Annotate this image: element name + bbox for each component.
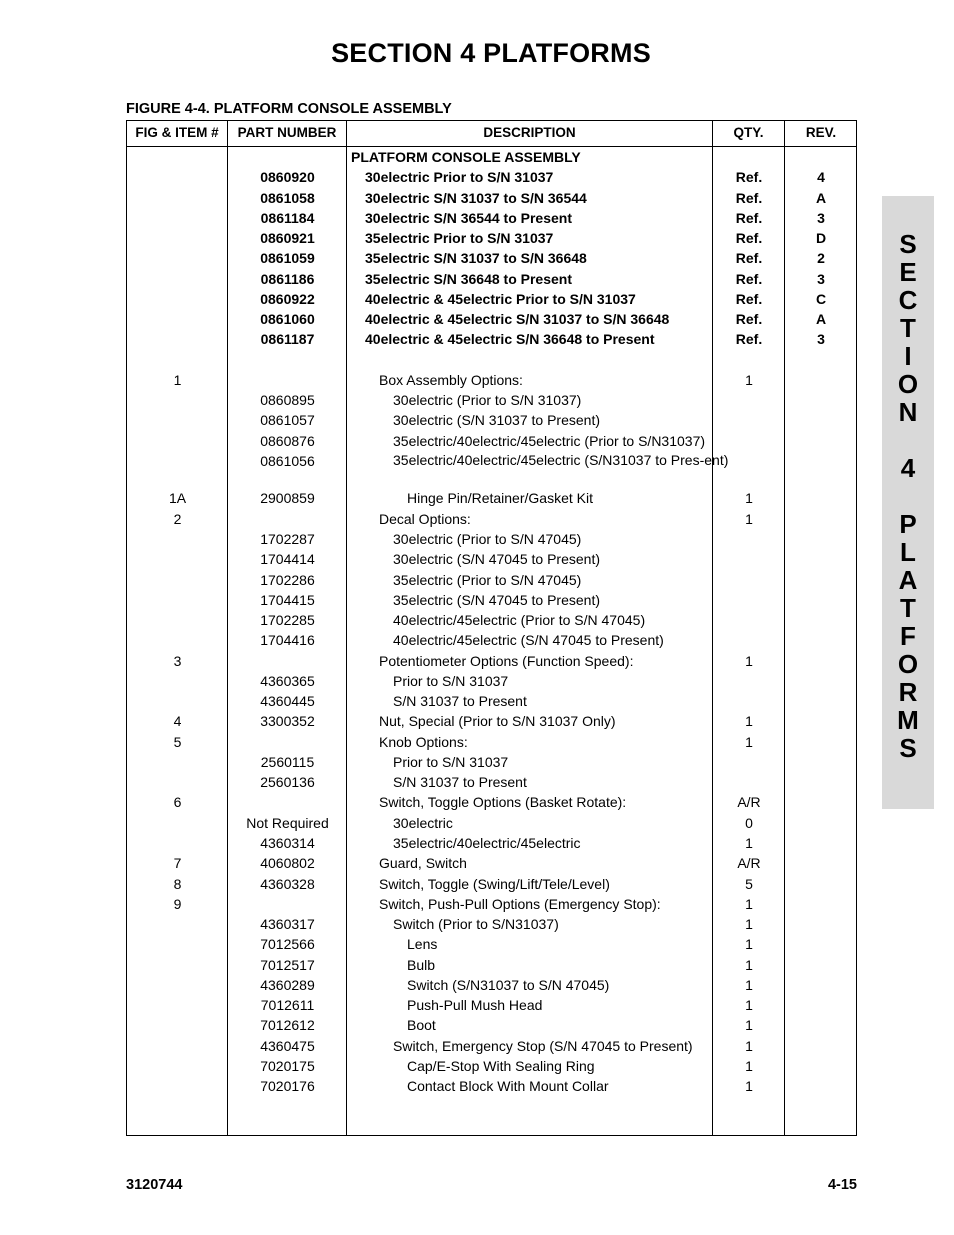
table-row [127, 833, 856, 853]
part-number-cell: 1704414 [260, 551, 315, 568]
table-row [127, 431, 856, 451]
description-cell: Prior to S/N 31037 [393, 672, 509, 689]
table-row [127, 813, 856, 833]
qty-cell: 1 [745, 835, 753, 851]
section-tab-letter: O [897, 369, 919, 399]
qty-cell: Ref. [735, 311, 763, 328]
table-row [127, 1015, 856, 1035]
description-cell: Box Assembly Options: [379, 371, 523, 388]
part-number-cell: 4360445 [260, 693, 315, 710]
rev-cell: C [815, 290, 827, 307]
part-number-cell: 7012517 [260, 956, 315, 973]
description-cell: 35electric (S/N 47045 to Present) [393, 591, 600, 608]
part-number-cell: 1702285 [260, 612, 315, 629]
section-tab-letter: P [899, 509, 917, 539]
fig-item-cell: 1A [168, 490, 187, 507]
header-fig: FIG & ITEM # [135, 125, 219, 140]
section-tab-letter: N [898, 397, 918, 427]
qty-cell: A/R [737, 794, 761, 811]
description-cell: Nut, Special (Prior to S/N 31037 Only) [379, 713, 616, 730]
part-number-cell: 0860920 [260, 169, 315, 186]
description-cell: Boot [407, 1017, 436, 1034]
fig-item-cell: 9 [173, 895, 182, 912]
qty-cell: Ref. [735, 290, 763, 307]
description-cell: Switch, Emergency Stop (S/N 47045 to Present) [393, 1037, 693, 1054]
part-number-cell: 7012612 [260, 1017, 315, 1034]
part-number-cell: Not Required [246, 814, 329, 831]
part-number-cell: 0861057 [260, 412, 315, 429]
description-cell: Lens [407, 936, 438, 953]
part-number-cell: 0861056 [260, 452, 315, 469]
description-cell: PLATFORM CONSOLE ASSEMBLY [351, 149, 581, 165]
section-tab-letter: O [897, 649, 919, 679]
rev-cell: A [815, 311, 827, 328]
table-row [127, 975, 856, 995]
part-number-cell: 0860895 [260, 392, 315, 409]
table-row [127, 691, 856, 711]
description-cell: 40electric & 45electric S/N 31037 to S/N 36648 [365, 311, 670, 328]
table-row [127, 874, 856, 894]
description-cell: 30electric Prior to S/N 31037 [365, 169, 554, 186]
description-cell: Guard, Switch [379, 855, 467, 872]
header-part-number: PART NUMBER [237, 125, 337, 140]
qty-cell: 1 [745, 1057, 753, 1074]
section-tab-letter: S [899, 229, 917, 259]
description-cell: 30electric (S/N 31037 to Present) [393, 412, 600, 429]
page-number: 4-15 [827, 1177, 857, 1193]
table-row [127, 570, 856, 590]
qty-cell: 5 [745, 875, 753, 892]
table-row [127, 853, 856, 873]
fig-item-cell: 1 [173, 371, 182, 388]
rev-cell: A [815, 189, 827, 206]
part-number-cell: 0861058 [260, 189, 315, 206]
table-row [127, 509, 856, 529]
table-row [127, 792, 856, 812]
table-row [127, 529, 856, 549]
description-cell: Switch (S/N31037 to S/N 47045) [407, 976, 610, 993]
description-cell: 30electric S/N 36544 to Present [365, 209, 573, 226]
table-row [127, 934, 856, 954]
description-cell: 35electric/40electric/45electric [393, 835, 581, 851]
description-cell: S/N 31037 to Present [393, 774, 527, 791]
part-number-cell: 7020176 [260, 1078, 315, 1095]
header-qty: QTY. [733, 125, 764, 140]
description-cell: Switch, Toggle (Swing/Lift/Tele/Level) [379, 875, 610, 892]
table-row [127, 610, 856, 630]
description-cell: Hinge Pin/Retainer/Gasket Kit [407, 490, 593, 507]
section-title: SECTION 4 PLATFORMS [331, 38, 651, 68]
table-row [127, 228, 856, 248]
table-body [127, 147, 856, 1096]
description-cell: Bulb [407, 956, 436, 973]
part-number-cell: 1704416 [260, 632, 315, 649]
rev-cell: 2 [817, 250, 825, 267]
description-cell: 35electric/40electric/45electric (S/N31037 to Pres-ent) [393, 451, 729, 468]
description-cell: 40electric & 45electric S/N 36648 to Present [365, 331, 655, 348]
document-number: 3120744 [126, 1177, 183, 1193]
part-number-cell: 4360328 [260, 875, 315, 892]
part-number-cell: 2560136 [260, 774, 315, 791]
qty-cell: 1 [745, 976, 753, 993]
part-number-cell: 3300352 [260, 713, 315, 730]
part-number-cell: 0861187 [260, 331, 315, 348]
part-number-cell: 4360317 [260, 916, 315, 933]
part-number-cell: 4360314 [260, 835, 315, 851]
section-tab-letter: 4 [900, 453, 916, 483]
part-number-cell: 7012566 [260, 936, 315, 953]
table-row [127, 269, 856, 289]
table-row [127, 329, 856, 349]
qty-cell: 1 [745, 713, 753, 730]
rev-cell: 4 [817, 169, 825, 186]
part-number-cell: 0861184 [260, 209, 315, 226]
fig-item-cell: 2 [173, 510, 182, 527]
qty-cell: Ref. [735, 230, 763, 247]
table-row [127, 188, 856, 208]
table-row [127, 752, 856, 772]
qty-cell: Ref. [735, 169, 763, 186]
section-tab-letter: S [899, 733, 917, 763]
description-cell: 30electric [393, 814, 453, 831]
section-tab-letter: L [900, 537, 916, 567]
description-cell: 35electric S/N 36648 to Present [365, 270, 573, 287]
fig-item-cell: 7 [173, 855, 182, 872]
qty-cell: 0 [745, 814, 753, 831]
description-cell: 40electric & 45electric Prior to S/N 31037 [365, 290, 636, 307]
section-tab-letter: C [898, 285, 918, 315]
description-cell: 30electric (Prior to S/N 31037) [393, 392, 582, 409]
qty-cell: 1 [745, 1037, 753, 1054]
section-tab-letter: R [898, 677, 918, 707]
description-cell: Potentiometer Options (Function Speed): [379, 652, 634, 669]
part-number-cell: 4360365 [260, 672, 315, 689]
qty-cell: 1 [745, 490, 753, 507]
description-cell: 35electric/40electric/45electric (Prior to S/N31037) [393, 432, 706, 449]
rev-cell: 3 [817, 270, 825, 287]
part-number-cell: 0861059 [260, 250, 315, 267]
table-row [127, 488, 856, 508]
table-row [127, 651, 856, 671]
description-cell: 35electric S/N 31037 to S/N 36648 [365, 250, 587, 267]
description-cell: 30electric (S/N 47045 to Present) [393, 551, 600, 568]
table-row [127, 248, 856, 268]
section-tab-letter: I [904, 341, 912, 371]
fig-item-cell: 8 [173, 875, 182, 892]
rev-cell: 3 [817, 331, 825, 348]
section-tab-letter: E [899, 257, 917, 287]
fig-item-cell: 6 [173, 794, 182, 811]
table-row [127, 147, 856, 167]
part-number-cell: 2900859 [260, 490, 315, 507]
qty-cell: 1 [745, 916, 753, 933]
part-number-cell: 0860876 [260, 432, 315, 449]
section-tab-label [882, 230, 934, 762]
section-tab-letter: M [897, 705, 919, 735]
table-row [127, 309, 856, 329]
description-cell: 40electric/45electric (Prior to S/N 47045) [393, 612, 646, 629]
part-number-cell: 7020175 [260, 1057, 315, 1074]
table-row [127, 208, 856, 228]
fig-item-cell: 5 [173, 733, 182, 750]
table-row [127, 711, 856, 731]
figure-title: FIGURE 4-4. PLATFORM CONSOLE ASSEMBLY [126, 101, 452, 117]
qty-cell: Ref. [735, 331, 763, 348]
qty-cell: 1 [745, 997, 753, 1014]
qty-cell: 1 [745, 895, 753, 912]
qty-cell: 1 [745, 652, 753, 669]
qty-cell: 1 [745, 371, 753, 388]
part-number-cell: 1702286 [260, 571, 315, 588]
table-row [127, 671, 856, 691]
table-row [127, 1056, 856, 1076]
description-cell: Contact Block With Mount Collar [407, 1078, 609, 1095]
table-row [127, 451, 856, 489]
part-number-cell: 0861186 [260, 270, 315, 287]
part-number-cell: 4360475 [260, 1037, 315, 1054]
qty-cell: 1 [745, 1078, 753, 1095]
part-number-cell: 2560115 [260, 753, 315, 770]
part-number-cell: 0860922 [260, 290, 315, 307]
table-row [127, 549, 856, 569]
qty-cell: Ref. [735, 209, 763, 226]
table-row [127, 390, 856, 410]
description-cell: 30electric (Prior to S/N 47045) [393, 531, 582, 548]
section-tab-letter: A [898, 565, 918, 595]
part-number-cell: 0860921 [260, 230, 315, 247]
description-cell: Switch, Push-Pull Options (Emergency Stop): [379, 895, 661, 912]
section-tab-letter: T [900, 313, 916, 343]
table-row [127, 289, 856, 309]
fig-item-cell: 4 [173, 713, 182, 730]
section-tab-letter: T [900, 593, 916, 623]
table-row [127, 1036, 856, 1056]
rev-cell: 3 [817, 209, 825, 226]
description-cell: Prior to S/N 31037 [393, 753, 509, 770]
qty-cell: 1 [745, 733, 753, 750]
table-row [127, 995, 856, 1015]
qty-cell: 1 [745, 1017, 753, 1034]
qty-cell: Ref. [735, 250, 763, 267]
description-cell: 40electric/45electric (S/N 47045 to Present) [393, 632, 664, 649]
description-cell: Decal Options: [379, 510, 471, 527]
description-cell: Push-Pull Mush Head [407, 997, 543, 1014]
table-row [127, 590, 856, 610]
table-row [127, 914, 856, 934]
section-tab-letter [882, 426, 934, 454]
description-cell: 35electric Prior to S/N 31037 [365, 230, 554, 247]
table-row [127, 1076, 856, 1096]
qty-cell: 1 [745, 510, 753, 527]
table-row [127, 350, 856, 370]
qty-cell: 1 [745, 956, 753, 973]
part-number-cell: 4360289 [260, 976, 315, 993]
part-number-cell: 0861060 [260, 311, 315, 328]
description-cell: Cap/E-Stop With Sealing Ring [407, 1057, 595, 1074]
fig-item-cell: 3 [173, 652, 182, 669]
parts-table [126, 120, 857, 1136]
qty-cell: A/R [737, 855, 761, 872]
table-row [127, 732, 856, 752]
part-number-cell: 1704415 [260, 591, 315, 608]
rev-cell: D [815, 230, 827, 247]
description-cell: 30electric S/N 31037 to S/N 36544 [365, 189, 587, 206]
table-row [127, 167, 856, 187]
section-tab [882, 196, 934, 809]
table-row [127, 410, 856, 430]
part-number-cell: 4060802 [260, 855, 315, 872]
description-cell: S/N 31037 to Present [393, 693, 527, 710]
description-cell: Switch, Toggle Options (Basket Rotate): [379, 794, 627, 811]
table-row [127, 894, 856, 914]
description-cell: Knob Options: [379, 733, 468, 750]
part-number-cell: 1702287 [260, 531, 315, 548]
description-cell: 35electric (Prior to S/N 47045) [393, 571, 582, 588]
qty-cell: 1 [745, 936, 753, 953]
table-row [127, 630, 856, 650]
section-tab-letter: F [900, 621, 916, 651]
qty-cell: Ref. [735, 189, 763, 206]
table-row [127, 772, 856, 792]
section-tab-letter [882, 482, 934, 510]
qty-cell: Ref. [735, 270, 763, 287]
table-row [127, 370, 856, 390]
header-description: DESCRIPTION [483, 125, 576, 140]
header-rev: REV. [805, 125, 837, 140]
table-row [127, 955, 856, 975]
part-number-cell: 7012611 [260, 997, 315, 1014]
description-cell: Switch (Prior to S/N31037) [393, 916, 559, 933]
